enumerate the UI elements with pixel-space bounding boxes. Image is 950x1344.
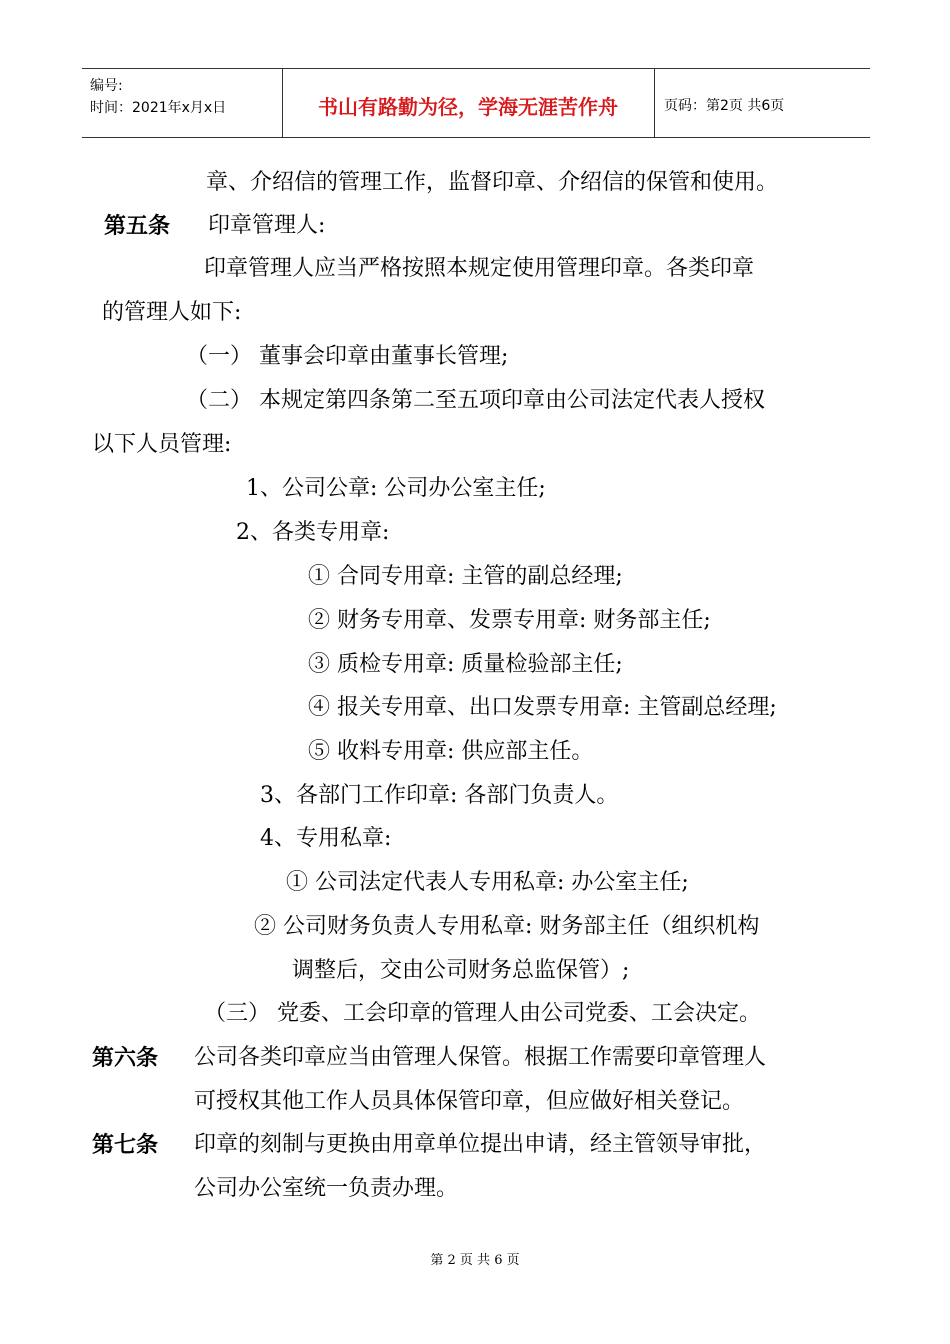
list-item: （一） 董事会印章由董事长管理; — [186, 344, 509, 369]
header-motto: 书山有路勤为径，学海无涯苦作舟 — [318, 95, 618, 119]
list-item: ③ 质检专用章: 质量检验部主任; — [308, 652, 623, 677]
list-item: ① 公司法定代表人专用私章: 办公室主任; — [286, 870, 689, 895]
header-info-cell — [82, 69, 283, 137]
list-item: ④ 报关专用章、出口发票专用章: 主管副总经理; — [308, 695, 777, 720]
page-footer: 第 2 页 共 6 页 — [430, 1253, 520, 1268]
list-item: 3、各部门工作印章: 各部门负责人。 — [260, 783, 619, 808]
list-item: （二） 本规定第四条第二至五项印章由公司法定代表人授权 — [186, 388, 765, 413]
article-5-title: 第五条 — [104, 213, 171, 239]
paragraph-line: 可授权其他工作人员具体保管印章，但应做好相关登记。 — [194, 1089, 745, 1114]
page-header — [82, 68, 870, 138]
article-5-heading: 印章管理人: — [208, 213, 326, 238]
paragraph-line: 公司各类印章应当由管理人保管。根据工作需要印章管理人 — [194, 1045, 767, 1070]
paragraph-line: 的管理人如下: — [102, 300, 242, 325]
list-item: ① 合同专用章: 主管的副总经理; — [308, 564, 623, 589]
list-item: ② 财务专用章、发票专用章: 财务部主任; — [308, 608, 711, 633]
document-time-label: 时间：2021年x月x日 — [90, 100, 227, 116]
list-item: 1、公司公章: 公司办公室主任; — [246, 476, 546, 501]
document-number-label: 编号: — [90, 78, 123, 94]
paragraph-line: 以下人员管理: — [92, 432, 232, 457]
header-page-cell — [654, 69, 870, 137]
list-item: （三） 党委、工会印章的管理人由公司党委、工会决定。 — [204, 1001, 761, 1026]
header-motto-cell — [282, 69, 655, 137]
paragraph-line: 印章的刻制与更换由用章单位提出申请，经主管领导审批， — [194, 1132, 767, 1157]
paragraph-line: 调整后，交由公司财务总监保管）; — [292, 958, 630, 983]
article-7-title: 第七条 — [92, 1132, 159, 1158]
list-item: 2、各类专用章: — [236, 520, 390, 545]
paragraph-line: 公司办公室统一负责办理。 — [194, 1176, 459, 1201]
paragraph-line: 章、介绍信的管理工作，监督印章、介绍信的保管和使用。 — [206, 170, 779, 195]
article-6-title: 第六条 — [92, 1045, 159, 1071]
list-item: ② 公司财务负责人专用私章: 财务部主任（组织机构 — [254, 914, 760, 939]
paragraph-line: 印章管理人应当严格按照本规定使用管理印章。各类印章 — [204, 256, 755, 281]
header-page-number: 页码：第2页 共6页 — [664, 98, 785, 114]
list-item: 4、专用私章: — [260, 826, 392, 851]
list-item: ⑤ 收料专用章: 供应部主任。 — [308, 739, 594, 764]
